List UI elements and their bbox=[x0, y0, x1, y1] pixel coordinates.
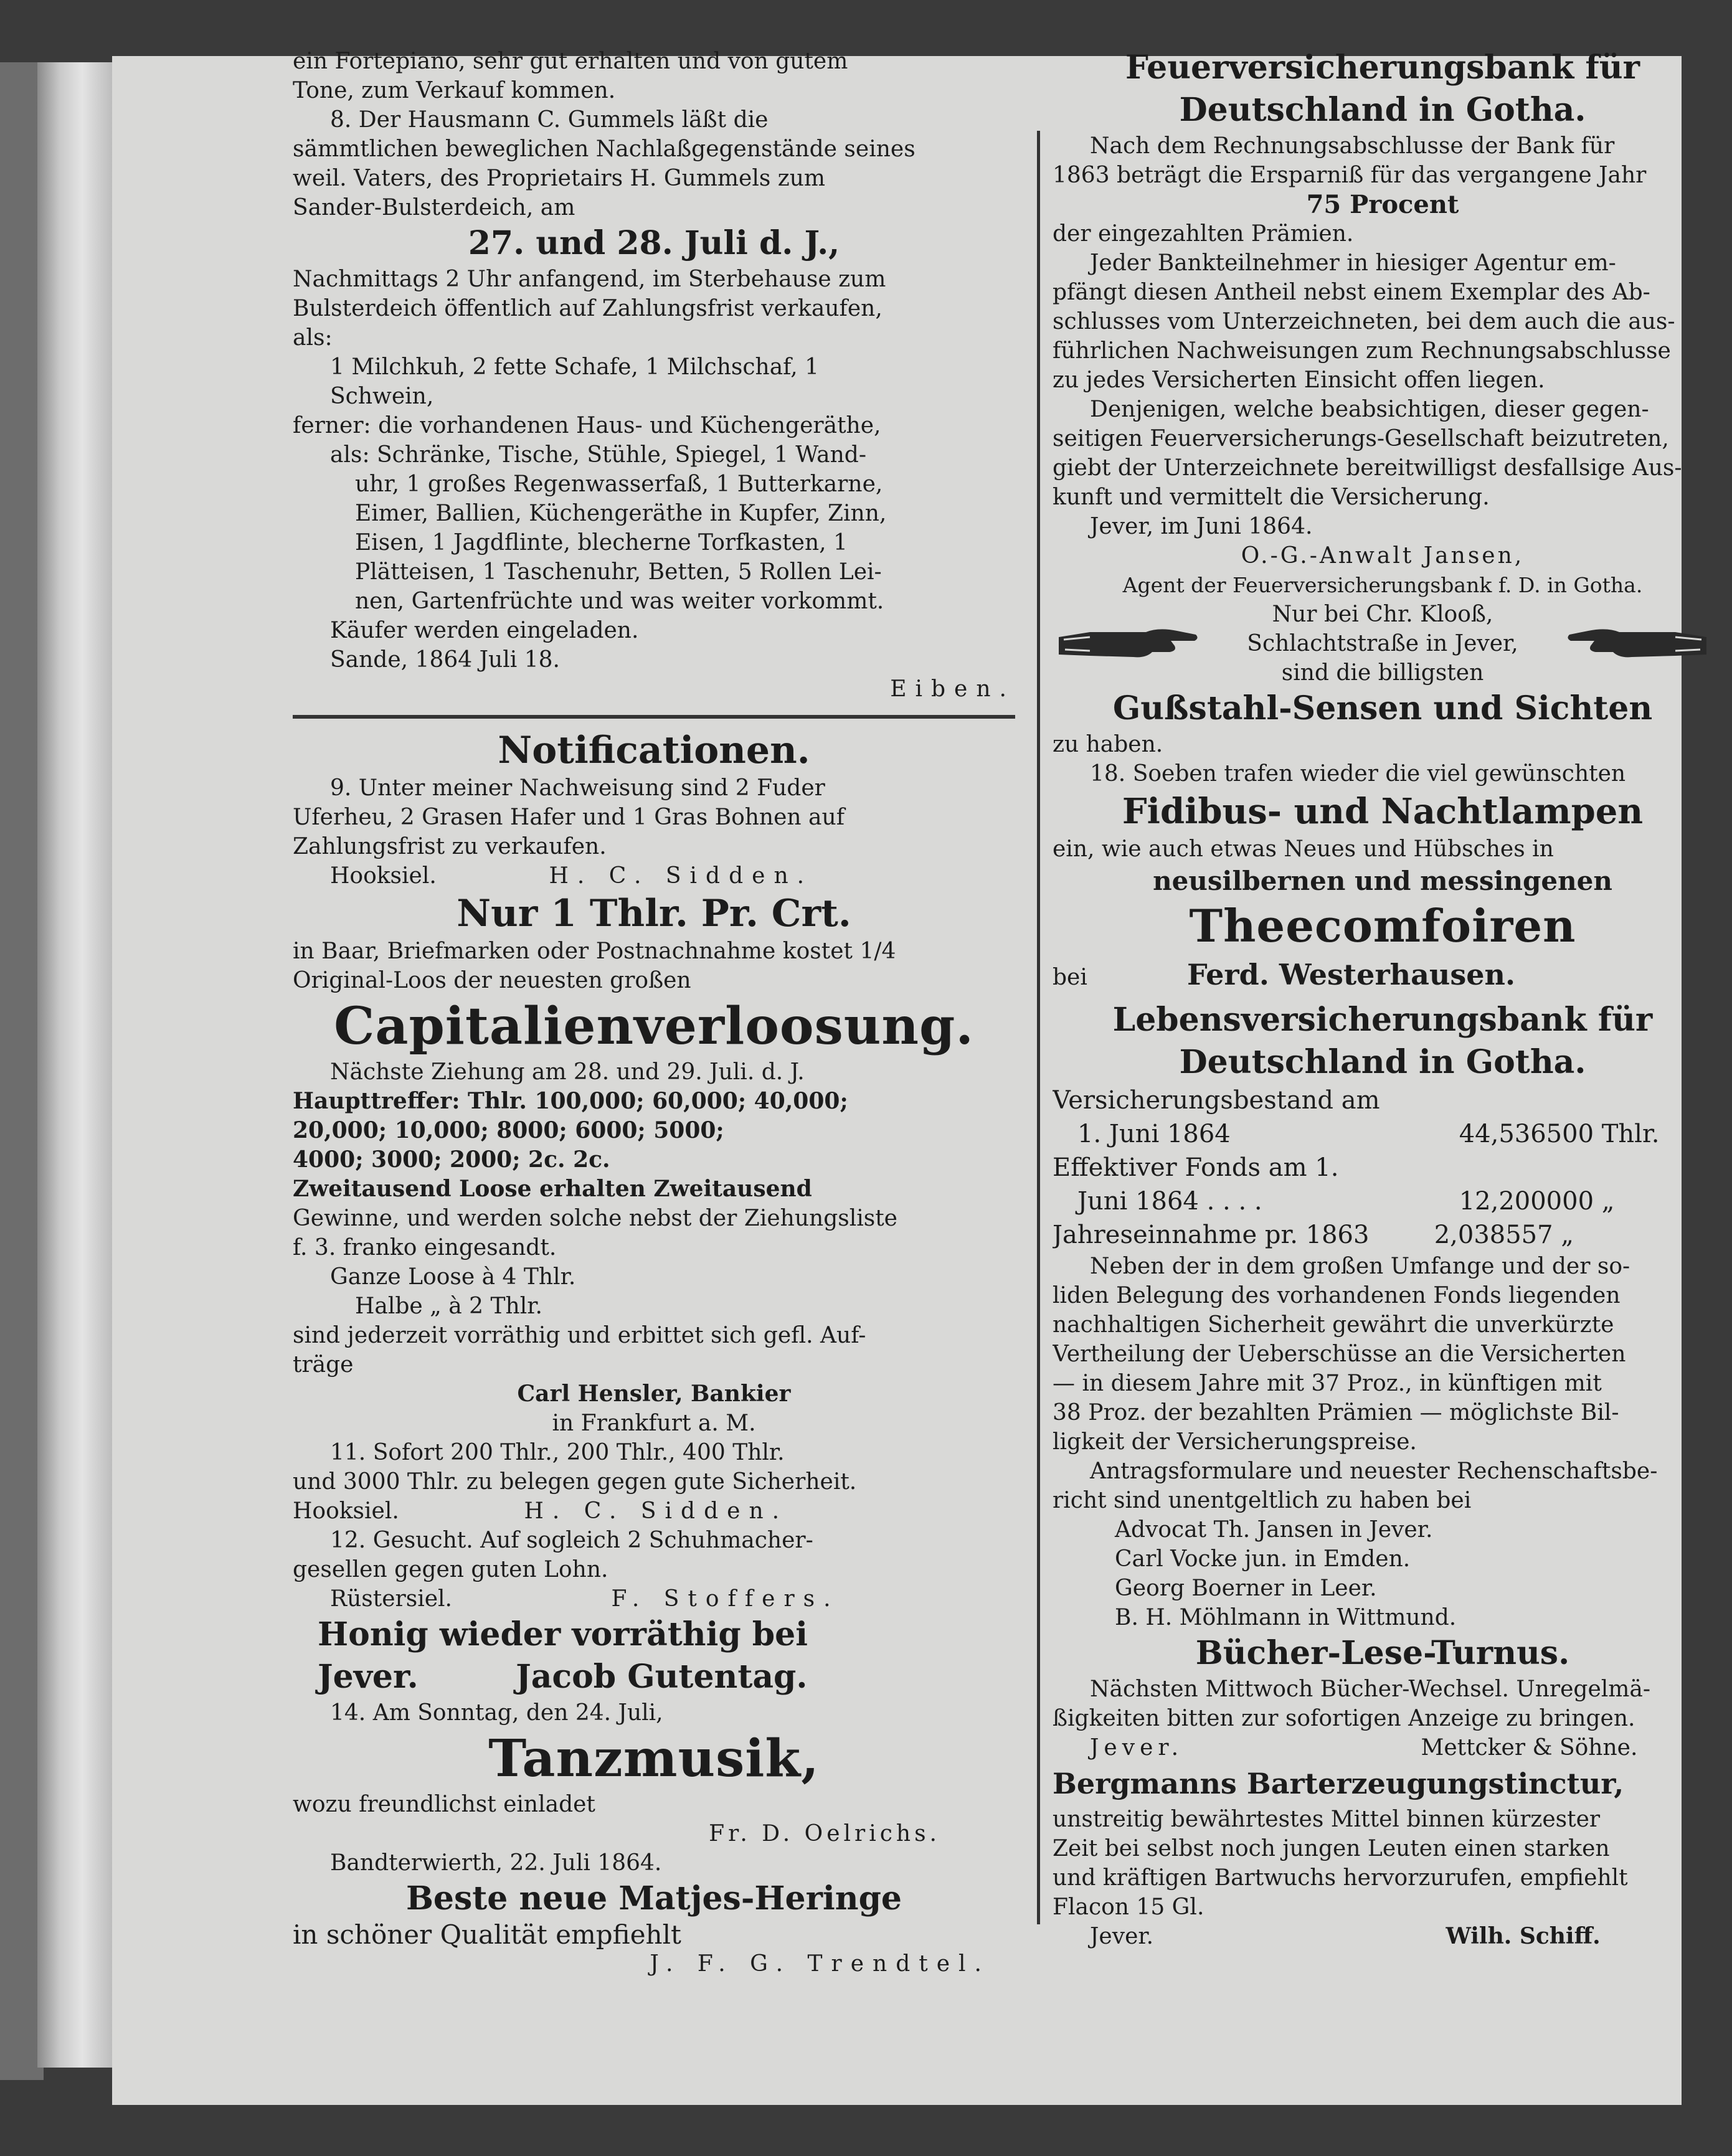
text-line: 1 Milchkuh, 2 fette Schafe, 1 Milchschaf, 1 bbox=[330, 354, 820, 380]
sign-row bbox=[1053, 1922, 1713, 1951]
text-line: sämmtlichen beweglichen Nachlaßgegenstände seines bbox=[293, 136, 916, 162]
signature: Wilh. Schiff. bbox=[1446, 1923, 1601, 1949]
text-line: 14. Am Sonntag, den 24. Juli, bbox=[330, 1700, 663, 1726]
text-line: Gewinne, und werden solche nebst der Ziehungsliste bbox=[293, 1206, 897, 1231]
agent-line: Advocat Th. Jansen in Jever. bbox=[1115, 1517, 1433, 1543]
left-column bbox=[293, 47, 1015, 1979]
text-line: Nachmittags 2 Uhr anfangend, im Sterbehause zum bbox=[293, 267, 886, 292]
text-line: wozu freundlichst einladet bbox=[293, 1792, 595, 1817]
text-line: Käufer werden eingeladen. bbox=[330, 618, 639, 643]
section-heading: Feuerversicherungsbank für bbox=[1125, 49, 1640, 87]
section-heading: Notificationen. bbox=[498, 729, 810, 772]
signature: Ferd. Westerhausen. bbox=[1187, 958, 1515, 991]
text-line: Jever, im Juni 1864. bbox=[1090, 514, 1313, 539]
ad-headline: Gußstahl-Sensen und Sichten bbox=[1112, 689, 1653, 727]
text-line: Haupttreffer: Thlr. 100,000; 60,000; 40,000; bbox=[293, 1088, 848, 1114]
ad-headline: Theecomfoiren bbox=[1189, 899, 1576, 952]
text-line: Halbe „ à 2 Thlr. bbox=[355, 1293, 542, 1319]
signature: H. C. Sidden. bbox=[524, 1498, 788, 1524]
text-line: gesellen gegen guten Lohn. bbox=[293, 1557, 608, 1582]
section-heading: Deutschland in Gotha. bbox=[1179, 1043, 1586, 1081]
percent-highlight: 75 Procent bbox=[1306, 190, 1459, 219]
pointing-hand-left-icon bbox=[1563, 618, 1713, 668]
section-heading: Deutschland in Gotha. bbox=[1179, 91, 1586, 129]
text-line: Vertheilung der Ueberschüsse an die Versicherten bbox=[1053, 1341, 1626, 1367]
text-line: liden Belegung des vorhandenen Fonds liegenden bbox=[1053, 1283, 1621, 1308]
text-line: 4000; 3000; 2000; 2c. 2c. bbox=[293, 1147, 610, 1173]
place-name: Hooksiel. bbox=[293, 1498, 399, 1524]
text-line: in Baar, Briefmarken oder Postnachnahme kostet 1/4 bbox=[293, 939, 896, 964]
text-line: Neben der in dem großen Umfange und der so- bbox=[1090, 1254, 1630, 1279]
place-name: Hooksiel. bbox=[330, 863, 437, 889]
text-line: schlusses vom Unterzeichneten, bei dem auch die aus- bbox=[1053, 309, 1675, 334]
table-cell: Juni 1864 . . . . bbox=[1077, 1187, 1262, 1216]
ad-headline: Tanzmusik, bbox=[488, 1729, 820, 1789]
table-cell: 2,038557 „ bbox=[1434, 1221, 1574, 1249]
text-line: Plätteisen, 1 Taschenuhr, Betten, 5 Rollen Lei- bbox=[355, 559, 882, 585]
signature-line: Carl Hensler, Bankier bbox=[517, 1381, 791, 1407]
text-line: zu haben. bbox=[1053, 732, 1163, 757]
signature-line: in Frankfurt a. M. bbox=[552, 1411, 756, 1436]
pointing-hand-right-icon bbox=[1053, 618, 1202, 668]
sign-row bbox=[1053, 953, 1713, 999]
text-line: Nächsten Mittwoch Bücher-Wechsel. Unregelmä- bbox=[1090, 1676, 1651, 1702]
ad-headline: Beste neue Matjes-Heringe bbox=[405, 1879, 902, 1917]
text-line: führlichen Nachweisungen zum Rechnungsabschlusse bbox=[1053, 338, 1671, 364]
text-line: f. 3. franko eingesandt. bbox=[293, 1235, 557, 1260]
text-line: Schwein, bbox=[330, 384, 434, 409]
text-line: Bandterwierth, 22. Juli 1864. bbox=[330, 1850, 662, 1876]
text-line: Sander-Bulsterdeich, am bbox=[293, 195, 575, 220]
table-row bbox=[1053, 1117, 1713, 1151]
text-line: seitigen Feuerversicherungs-Gesellschaft beizutreten, bbox=[1053, 426, 1669, 452]
text-line: sind jederzeit vorräthig und erbittet sich gefl. Auf- bbox=[293, 1323, 866, 1348]
ad-headline: Nur 1 Thlr. Pr. Crt. bbox=[457, 892, 851, 935]
text-line: richt sind unentgeltlich zu haben bei bbox=[1053, 1488, 1472, 1513]
text-line: Schlachtstraße in Jever, bbox=[1247, 631, 1518, 656]
text-line: 9. Unter meiner Nachweisung sind 2 Fuder bbox=[330, 775, 825, 801]
text-line: und 3000 Thlr. zu belegen gegen gute Sicherheit. bbox=[293, 1469, 857, 1495]
section-rule bbox=[293, 715, 1015, 719]
section-heading: Lebensversicherungsbank für bbox=[1112, 1001, 1653, 1039]
text-line: Eisen, 1 Jagdflinte, blecherne Torfkasten, 1 bbox=[355, 530, 848, 556]
text-line: Antragsformulare und neuester Rechenschaftsbe- bbox=[1090, 1459, 1658, 1484]
place-name: Jever. bbox=[318, 1658, 419, 1696]
text-line: Denjenigen, welche beabsichtigen, dieser gegen- bbox=[1090, 397, 1649, 422]
text-line: ein, wie auch etwas Neues und Hübsches in bbox=[1053, 836, 1554, 862]
agent-line: Georg Boerner in Leer. bbox=[1115, 1576, 1377, 1601]
auction-date: 27. und 28. Juli d. J., bbox=[468, 224, 840, 262]
ad-headline: Honig wieder vorräthig bei bbox=[318, 1615, 808, 1653]
text-line: Sande, 1864 Juli 18. bbox=[330, 647, 560, 673]
text-line: als: bbox=[293, 325, 333, 351]
text-line: Ganze Loose à 4 Thlr. bbox=[330, 1264, 576, 1290]
text-line: Versicherungsbestand am bbox=[1053, 1086, 1380, 1115]
text-line: sind die billigsten bbox=[1281, 660, 1484, 686]
text-line: und kräftigen Bartwuchs hervorzurufen, empfiehlt bbox=[1053, 1865, 1628, 1891]
text-line: 20,000; 10,000; 8000; 6000; 5000; bbox=[293, 1117, 724, 1143]
text-line: Uferheu, 2 Grasen Hafer und 1 Gras Bohnen auf bbox=[293, 805, 845, 830]
text-line: Tone, zum Verkauf kommen. bbox=[293, 78, 616, 103]
text-line: ligkeit der Versicherungspreise. bbox=[1053, 1429, 1417, 1455]
text-line: träge bbox=[293, 1352, 354, 1378]
text-line: als: Schränke, Tische, Stühle, Spiegel, 1 Wand- bbox=[330, 442, 866, 468]
pointing-hands-ad bbox=[1053, 600, 1713, 688]
text-line: weil. Vaters, des Proprietairs H. Gummels zum bbox=[293, 166, 826, 191]
text-line: uhr, 1 großes Regenwasserfaß, 1 Butterkarne, bbox=[355, 471, 883, 497]
text-line: 1863 beträgt die Ersparniß für das vergangene Jahr bbox=[1053, 163, 1647, 188]
text-line: Nächste Ziehung am 28. und 29. Juli. d. J. bbox=[330, 1059, 805, 1085]
signature-line: Fr. D. Oelrichs. bbox=[709, 1821, 940, 1846]
ad-headline: Capitalienverloosung. bbox=[334, 996, 974, 1056]
table-cell: Jahreseinnahme pr. 1863 bbox=[1053, 1221, 1370, 1249]
text-line: ßigkeiten bitten zur sofortigen Anzeige zu bringen. bbox=[1053, 1706, 1635, 1731]
sign-row bbox=[293, 861, 1015, 891]
text-line: 12. Gesucht. Auf sogleich 2 Schuhmacher- bbox=[330, 1528, 813, 1553]
signature: Mettcker & Söhne. bbox=[1421, 1735, 1638, 1761]
sign-row bbox=[1053, 1733, 1713, 1762]
table-row bbox=[1053, 1184, 1713, 1218]
text-line: pfängt diesen Antheil nebst einem Exemplar des Ab- bbox=[1053, 280, 1650, 305]
text-line: Nach dem Rechnungsabschlusse der Bank für bbox=[1090, 133, 1615, 159]
text-line: Flacon 15 Gl. bbox=[1053, 1894, 1204, 1920]
signature: Jacob Gutentag. bbox=[516, 1658, 808, 1696]
signature-line: Eiben. bbox=[890, 676, 1015, 702]
table-cell: 1. Juni 1864 bbox=[1077, 1120, 1231, 1148]
text-line: der eingezahlten Prämien. bbox=[1053, 221, 1354, 247]
signature-line: O.-G.-Anwalt Jansen, bbox=[1241, 543, 1525, 569]
text-line: Bulsterdeich öffentlich auf Zahlungsfrist verkaufen, bbox=[293, 296, 883, 321]
table-cell: 12,200000 „ bbox=[1459, 1187, 1615, 1216]
text-line: zu jedes Versicherten Einsicht offen liegen. bbox=[1053, 367, 1545, 393]
table-row bbox=[1053, 1218, 1713, 1252]
right-column bbox=[1053, 47, 1713, 1951]
merchant-line: Nur bei Chr. Klooß, bbox=[1272, 602, 1493, 627]
agent-line: Carl Vocke jun. in Emden. bbox=[1115, 1546, 1411, 1572]
text-line: Zweitausend Loose erhalten Zweitausend bbox=[293, 1176, 812, 1202]
text-line: — in diesem Jahre mit 37 Proz., in künftigen mit bbox=[1053, 1371, 1602, 1396]
text-line: Zeit bei selbst noch jungen Leuten einen starken bbox=[1053, 1836, 1610, 1861]
column-divider bbox=[1037, 131, 1040, 1924]
text-line: Eimer, Ballien, Küchengeräthe in Kupfer, Zinn, bbox=[355, 501, 887, 526]
ad-headline: Fidibus- und Nachtlampen bbox=[1122, 791, 1644, 832]
signature: F. Stoffers. bbox=[611, 1586, 840, 1612]
sign-row bbox=[293, 1584, 1015, 1614]
text-line: nen, Gartenfrüchte und was weiter vorkommt. bbox=[355, 589, 884, 614]
ad-headline: Bergmanns Barterzeugungstinctur, bbox=[1053, 1767, 1624, 1800]
text-line: Zahlungsfrist zu verkaufen. bbox=[293, 834, 607, 859]
agent-line: B. H. Möhlmann in Wittmund. bbox=[1115, 1605, 1457, 1630]
text-line: giebt der Unterzeichnete bereitwilligst desfallsige Aus- bbox=[1053, 455, 1682, 481]
signature: H. C. Sidden. bbox=[549, 863, 813, 889]
text-line: 8. Der Hausmann C. Gummels läßt die bbox=[330, 107, 769, 133]
place-name: Jever. bbox=[1090, 1735, 1184, 1761]
text-line: nachhaltigen Sicherheit gewährt die unverkürzte bbox=[1053, 1312, 1614, 1338]
sign-row bbox=[293, 1656, 1015, 1698]
text-line: ferner: die vorhandenen Haus- und Küchengeräthe, bbox=[293, 413, 881, 438]
signature-line: J. F. G. Trendtel. bbox=[650, 1951, 990, 1977]
text-line: 18. Soeben trafen wieder die viel gewünschten bbox=[1090, 761, 1626, 787]
section-heading: Bücher-Lese-Turnus. bbox=[1195, 1634, 1570, 1672]
page-stack-edge bbox=[37, 62, 112, 2068]
text-line: Jeder Bankteilnehmer in hiesiger Agentur em- bbox=[1090, 250, 1616, 276]
sign-row bbox=[293, 1496, 1015, 1526]
place-name: Jever. bbox=[1090, 1924, 1154, 1949]
place-name: Rüstersiel. bbox=[330, 1586, 452, 1612]
text-line: bei bbox=[1053, 965, 1087, 990]
text-line: Effektiver Fonds am 1. bbox=[1053, 1153, 1339, 1182]
text-line: 11. Sofort 200 Thlr., 200 Thlr., 400 Thlr. bbox=[330, 1440, 785, 1465]
text-line: neusilbernen und messingenen bbox=[1153, 866, 1612, 896]
text-line: in schöner Qualität empfiehlt bbox=[293, 1920, 681, 1949]
text-line: Original-Loos der neuesten großen bbox=[293, 968, 691, 993]
text-line: 38 Proz. der bezahlten Prämien — möglichste Bil- bbox=[1053, 1400, 1619, 1426]
table-cell: 44,536500 Thlr. bbox=[1459, 1120, 1660, 1148]
text-line: unstreitig bewährtestes Mittel binnen kürzester bbox=[1053, 1807, 1601, 1832]
text-line: kunft und vermittelt die Versicherung. bbox=[1053, 485, 1490, 510]
signature-line: Agent der Feuerversicherungsbank f. D. in Gotha. bbox=[1122, 573, 1643, 597]
text-line: ein Fortepiano, sehr gut erhalten und von gutem bbox=[293, 49, 848, 74]
